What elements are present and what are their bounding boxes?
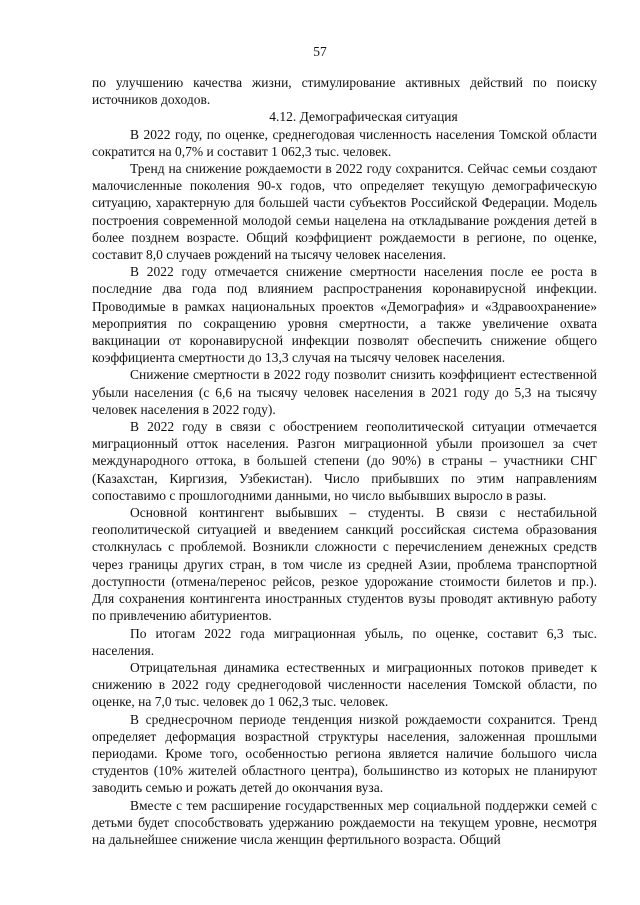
paragraph-mortality-decline: В 2022 году отмечается снижение смертности населения после ее роста в последние два года под влиянием распространения коронавирусной инфекции. Проводимые в рамках национальных проектов «Демография» и «Здравоохранение» мероприятия по сокращению уровня смертности, а также увеличение охвата вакцинации от коронавирусной инфекции позволят обеспечить снижение общего коэффициента смертности до 13,3 случая на тысячу человек населения.	[92, 264, 597, 366]
section-title: 4.12. Демографическая ситуация	[269, 109, 458, 125]
paragraph-students-outflow: Основной контингент выбывших – студенты. В связи с нестабильной геополитической ситуацией и введением санкций российская система образования столкнулась с проблемой. Возникли сложности с перечислением денежных средств через границы других стран, в том числе из средней Азии, проблема транспортной доступности (отмена/перенос рейсов, резкое удорожание стоимости билетов и пр.). Для сохранения контингента иностранных студентов вузы проводят активную работу по привлечению абитуриентов.	[92, 505, 597, 624]
page-number: 57	[313, 44, 327, 59]
paragraph-population-dynamics: Отрицательная динамика естественных и миграционных потоков приведет к снижению в 2022 году среднегодовой численности населения Томской области, по оценке, на 7,0 тыс. человек до 1 062,3 тыс. человек.	[92, 659, 597, 710]
paragraph-migration-loss: По итогам 2022 года миграционная убыль, по оценке, составит 6,3 тыс. населения.	[92, 625, 597, 658]
paragraph-medium-term-outlook: В среднесрочном периоде тенденция низкой рождаемости сохранится. Тренд определяет деформация возрастной структуры населения, заложенная прошлыми периодами. Кроме того, особенностью региона является наличие большого числа студентов (10% жителей областного центра), большинство из которых не планируют заводить семью и рожать детей до окончания вуза.	[92, 711, 597, 796]
paragraph-population-estimate: В 2022 году, по оценке, среднегодовая численность населения Томской области сократится на 0,7% и составит 1 062,3 тыс. человек.	[92, 126, 597, 159]
paragraph-intro-continued: по улучшению качества жизни, стимулирование активных действий по поиску источников доходов.	[92, 75, 597, 108]
paragraph-migration-outflow: В 2022 году в связи с обострением геополитической ситуации отмечается миграционный отток населения. Разгон миграционной убыли произошел за счет международного оттока, в большей степени (до 90%) в страны – участники СНГ (Казахстан, Киргизия, Узбекистан). Число прибывших по этим направлениям сопоставимо с прошлогодними данными, но число выбывших выросло в разы.	[92, 419, 597, 503]
document-body	[92, 74, 597, 848]
paragraph-birth-rate-trend: Тренд на снижение рождаемости в 2022 году сохранится. Сейчас семьи создают малочисленные поколения 90-х годов, что определяет текущую демографическую ситуацию, характерную для большей части субъектов Российской Федерации. Модель построения современной молодой семьи нацелена на откладывание рождения детей в более позднем возрасте. Общий коэффициент рождаемости в регионе, по оценке, составит 8,0 случаев рождений на тысячу человек населения.	[92, 161, 597, 263]
paragraph-social-support: Вместе с тем расширение государственных мер социальной поддержки семей с детьми будет способствовать удержанию рождаемости на текущем уровне, несмотря на дальнейшее снижение числа женщин фертильного возраста. Общий	[92, 797, 597, 847]
paragraph-natural-decrease: Снижение смертности в 2022 году позволит снизить коэффициент естественной убыли населения (с 6,6 на тысячу человек населения в 2021 году до 5,3 на тысячу человек населения в 2022 году).	[92, 367, 597, 417]
